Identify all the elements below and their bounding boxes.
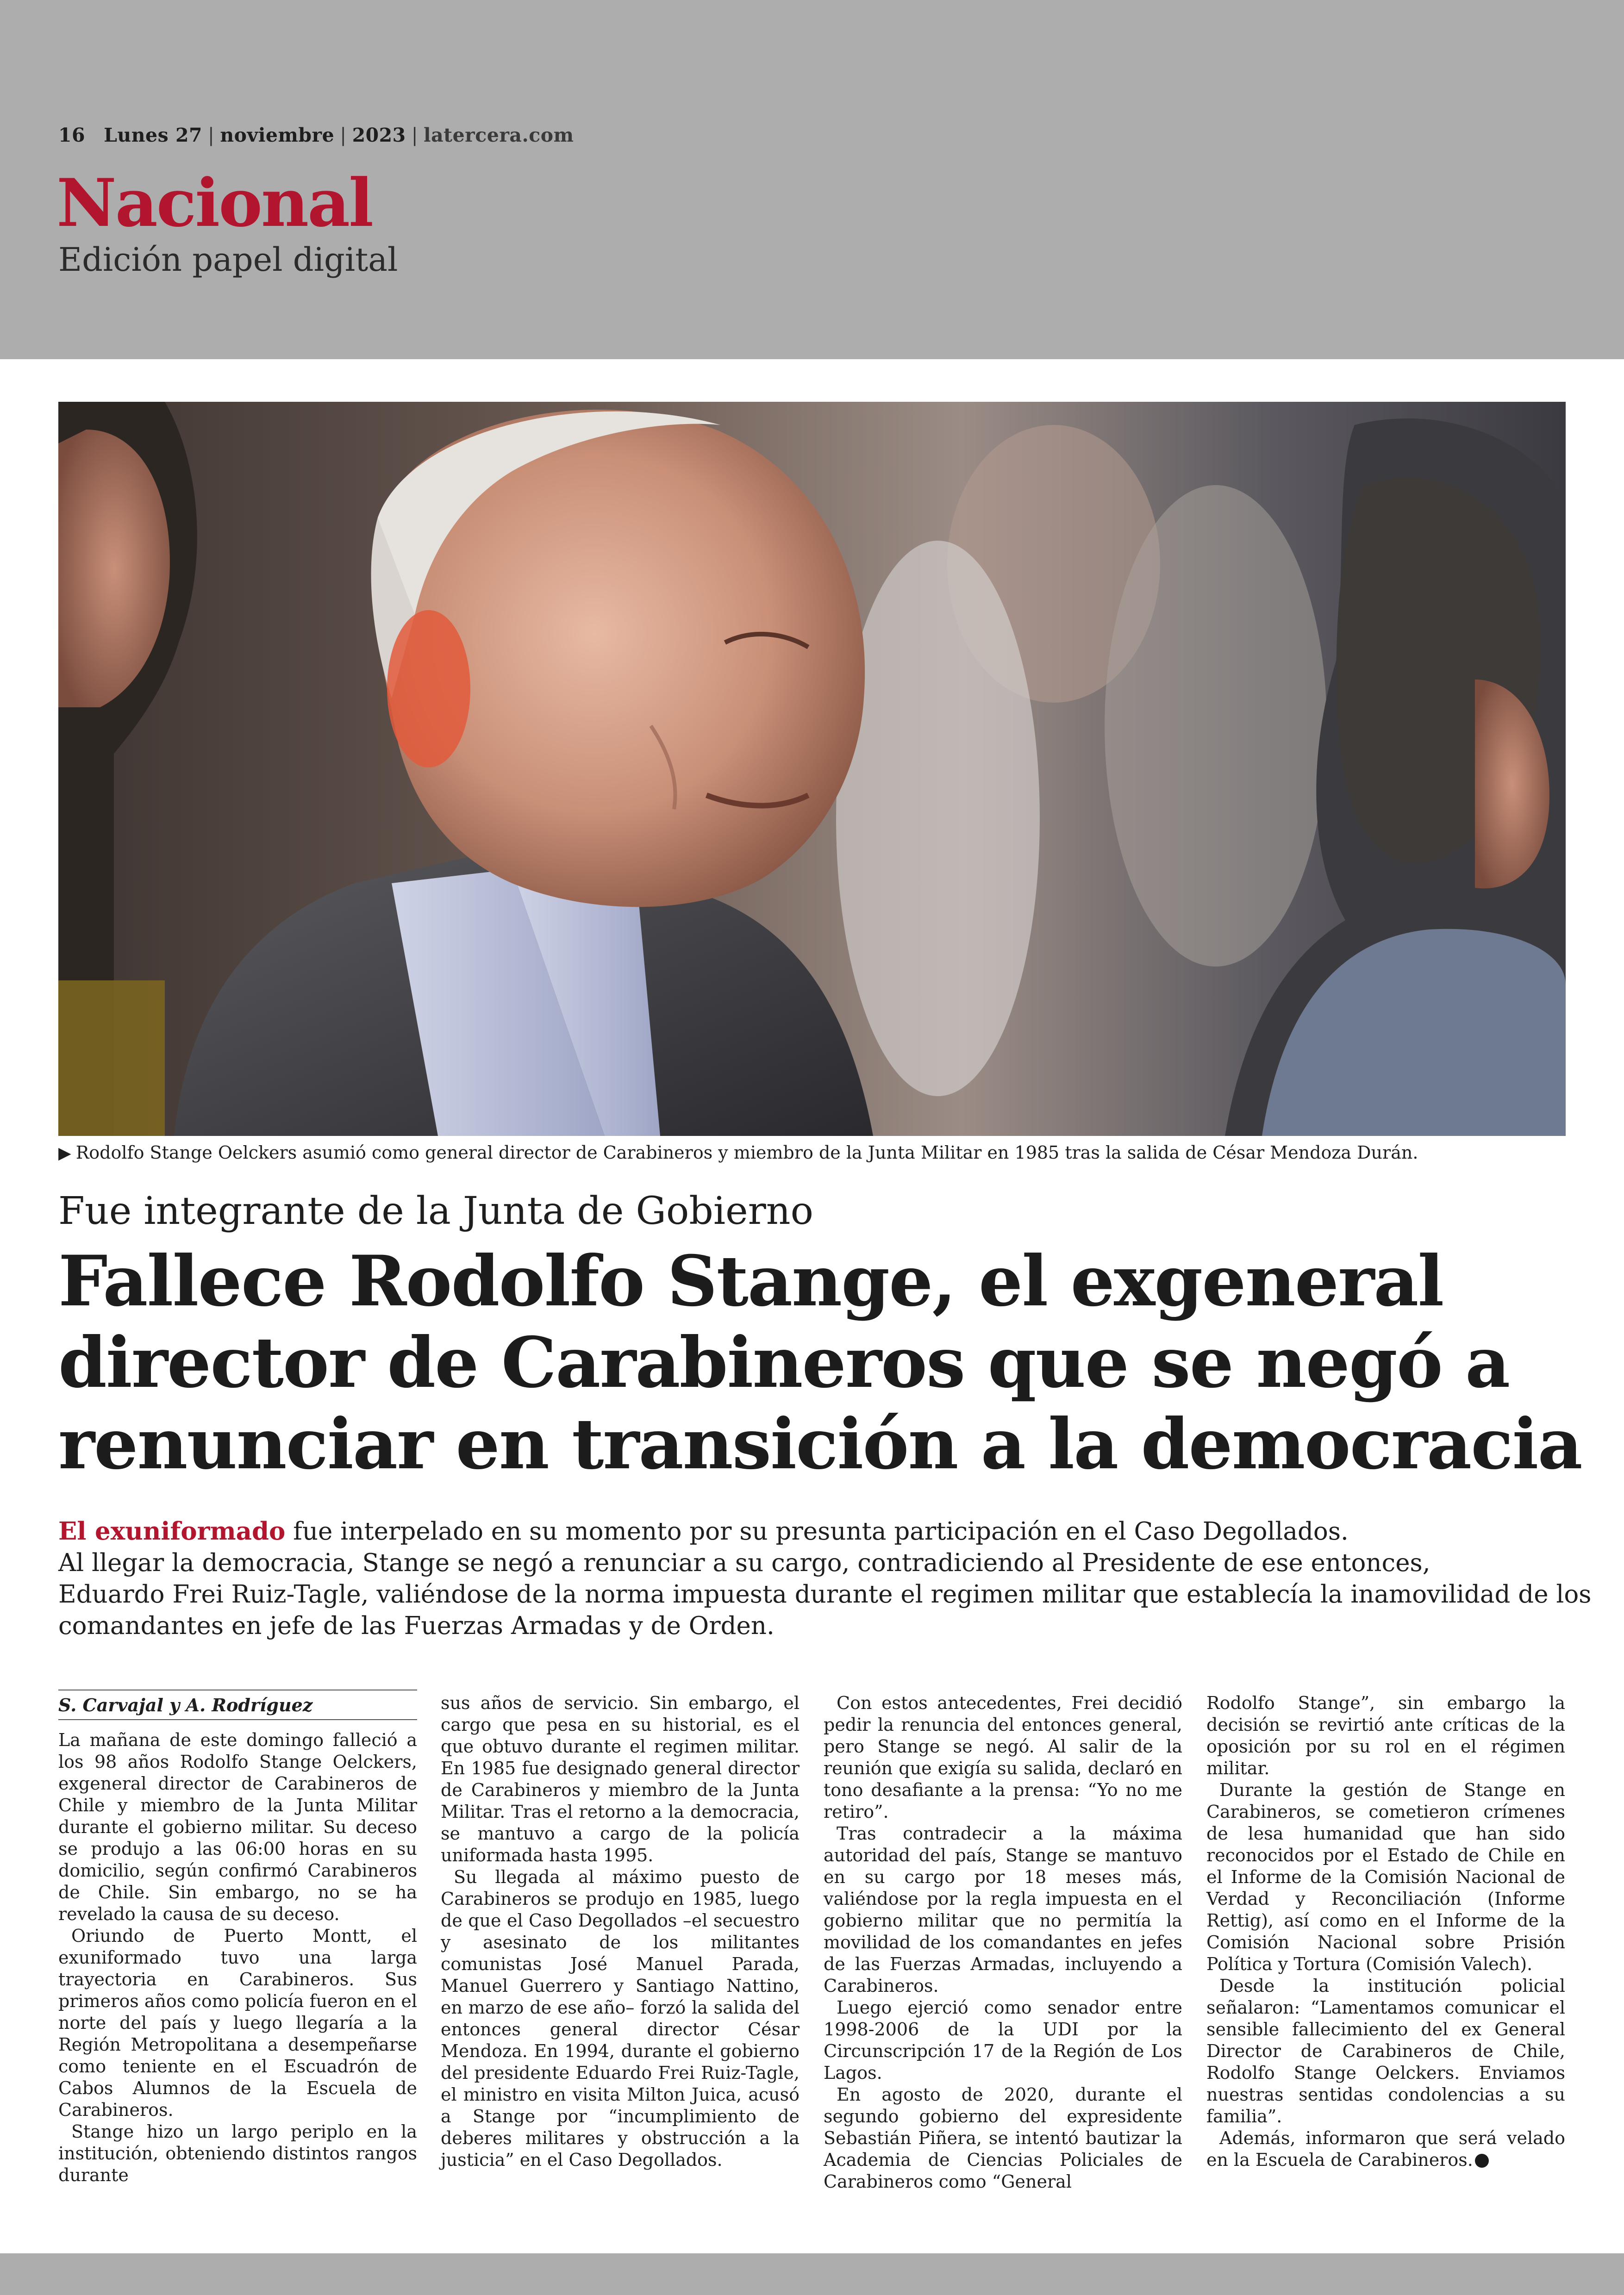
date-day: Lunes 27	[104, 124, 203, 146]
lede-highlight: El exuniformado	[58, 1517, 286, 1546]
end-of-article-icon	[1475, 2154, 1489, 2168]
paragraph: En agosto de 2020, durante el segundo gobierno del expresidente Sebastián Piñera, se intentó bautizar la Academia de Ciencias Policiales de Carabineros como “General	[824, 2084, 1182, 2192]
lede-line: fue interpelado en su momento por su presunta participación en el Caso Degollados.	[293, 1517, 1349, 1546]
portrait-illustration	[58, 402, 1566, 1136]
article-column-4	[1206, 1692, 1565, 2171]
article-lede	[58, 1515, 1592, 1642]
article-column-3	[824, 1692, 1182, 2193]
date-year: 2023	[352, 124, 406, 146]
folio-line: 16 Lunes 27 | noviembre | 2023 | latercera.com	[58, 124, 574, 146]
site-link[interactable]: latercera.com	[424, 124, 574, 146]
headline-line: Fallece Rodolfo Stange, el exgeneral	[58, 1241, 1443, 1322]
paragraph: Durante la gestión de Stange en Carabineros, se cometieron crímenes de lesa humanidad que han sido reconocidos por el Estado de Chile en el Informe de la Comisión Nacional de Verdad y Reconciliación (Informe Rettig), así como en el Informe de la Comisión Nacional sobre Prisión Política y Tortura (Comisión Valech).	[1206, 1780, 1565, 1974]
paragraph-text: Además, informaron que será velado en la Escuela de Carabineros.	[1206, 2128, 1565, 2170]
footer-band	[0, 2253, 1624, 2295]
paragraph: sus años de servicio. Sin embargo, el cargo que pesa en su historial, es el que obtuvo durante el regimen militar. En 1985 fue designado general director de Carabineros y miembro de la Junta Militar. Tras el retorno a la democracia, se mantuvo a cargo de la policía uniformada hasta 1995.	[441, 1693, 800, 1865]
article-column-2	[441, 1692, 800, 2171]
date-month: noviembre	[220, 124, 335, 146]
paragraph: Con estos antecedentes, Frei decidió pedir la renuncia del entonces general, pero Stange se negó. Al salir de la reunión que exigía su salida, declaró en tono desafiante a la prensa: “Yo no me retiro”.	[824, 1693, 1182, 1822]
edition-subtitle: Edición papel digital	[58, 241, 398, 279]
lede-line: Eduardo Frei Ruiz-Tagle, valiéndose de la norma impuesta durante el regimen militar que establecía la inamovilidad de los	[58, 1580, 1592, 1609]
paragraph	[1206, 2127, 1565, 2171]
headline-line: renunciar en transición a la democracia	[58, 1403, 1582, 1485]
paragraph: Luego ejerció como senador entre 1998-2006 de la UDI por la Circunscripción 17 de la Región de Los Lagos.	[824, 1997, 1182, 2083]
paragraph: Su llegada al máximo puesto de Carabineros se produjo en 1985, luego de que el Caso Degollados –el secuestro y asesinato de los militantes comunistas José Manuel Parada, Manuel Guerrero y Santiago Nattino, en marzo de ese año– forzó la salida del entonces general director César Mendoza. En 1994, durante el gobierno del presidente Eduardo Frei Ruiz-Tagle, el ministro en visita Milton Juica, acusó a Stange por “incumplimiento de deberes militares y obstrucción a la justicia” en el Caso Degollados.	[441, 1867, 800, 2170]
paragraph: Tras contradecir a la máxima autoridad del país, Stange se mantuvo en su cargo por 18 meses más, valiéndose por la regla impuesta en el gobierno militar que no permitía la movilidad de los comandantes en jefes de las Fuerzas Armadas, incluyendo a Carabineros.	[824, 1823, 1182, 1996]
lede-line: Al llegar la democracia, Stange se negó a renunciar a su cargo, contradiciendo al Presidente de ese entonces,	[58, 1549, 1430, 1577]
article-headline	[58, 1241, 1582, 1485]
paragraph: Desde la institución policial señalaron: “Lamentamos comunicar el sensible fallecimiento del ex General Director de Carabineros de Chile, Rodolfo Stange Oelckers. Enviamos nuestras sentidas condolencias a su familia”.	[1206, 1976, 1565, 2127]
lede-line: comandantes en jefe de las Fuerzas Armadas y de Orden.	[58, 1612, 775, 1640]
headline-line: director de Carabineros que se negó a	[58, 1322, 1510, 1403]
paragraph: Rodolfo Stange”, sin embargo la decisión se revirtió ante críticas de la oposición por su rol en el régimen militar.	[1206, 1693, 1565, 1778]
section-title: Nacional	[56, 165, 373, 242]
paragraph: Oriundo de Puerto Montt, el exuniformado tuvo una larga trayectoria en Carabineros. Sus primeros años como policía fueron en el norte del país y luego llegaría a la Región Metropolitana a desempeñarse como teniente en el Escuadrón de Cabos Alumnos de la Escuela de Carabineros.	[58, 1926, 417, 2120]
article-kicker: Fue integrante de la Junta de Gobierno	[58, 1189, 813, 1233]
article-column-1	[58, 1690, 417, 2186]
caption-text: Rodolfo Stange Oelckers asumió como general director de Carabineros y miembro de la Junta Militar en 1985 tras la salida de César Mendoza Durán.	[75, 1142, 1418, 1163]
photo-caption	[58, 1142, 1566, 1163]
paragraph: Stange hizo un largo periplo en la institución, obteniendo distintos rangos durante	[58, 2121, 417, 2185]
paragraph: La mañana de este domingo falleció a los 98 años Rodolfo Stange Oelckers, exgeneral director de Carabineros de Chile y miembro de la Junta Militar durante el gobierno militar. Su deceso se produjo a las 06:00 horas en su domicilio, según confirmó Carabineros de Chile. Sin embargo, no se ha revelado la causa de su deceso.	[58, 1730, 417, 1924]
page-number: 16	[58, 124, 86, 146]
article-photo	[58, 402, 1566, 1136]
byline: S. Carvajal y A. Rodríguez	[58, 1690, 417, 1720]
caption-arrow-icon: ▶	[58, 1144, 71, 1163]
